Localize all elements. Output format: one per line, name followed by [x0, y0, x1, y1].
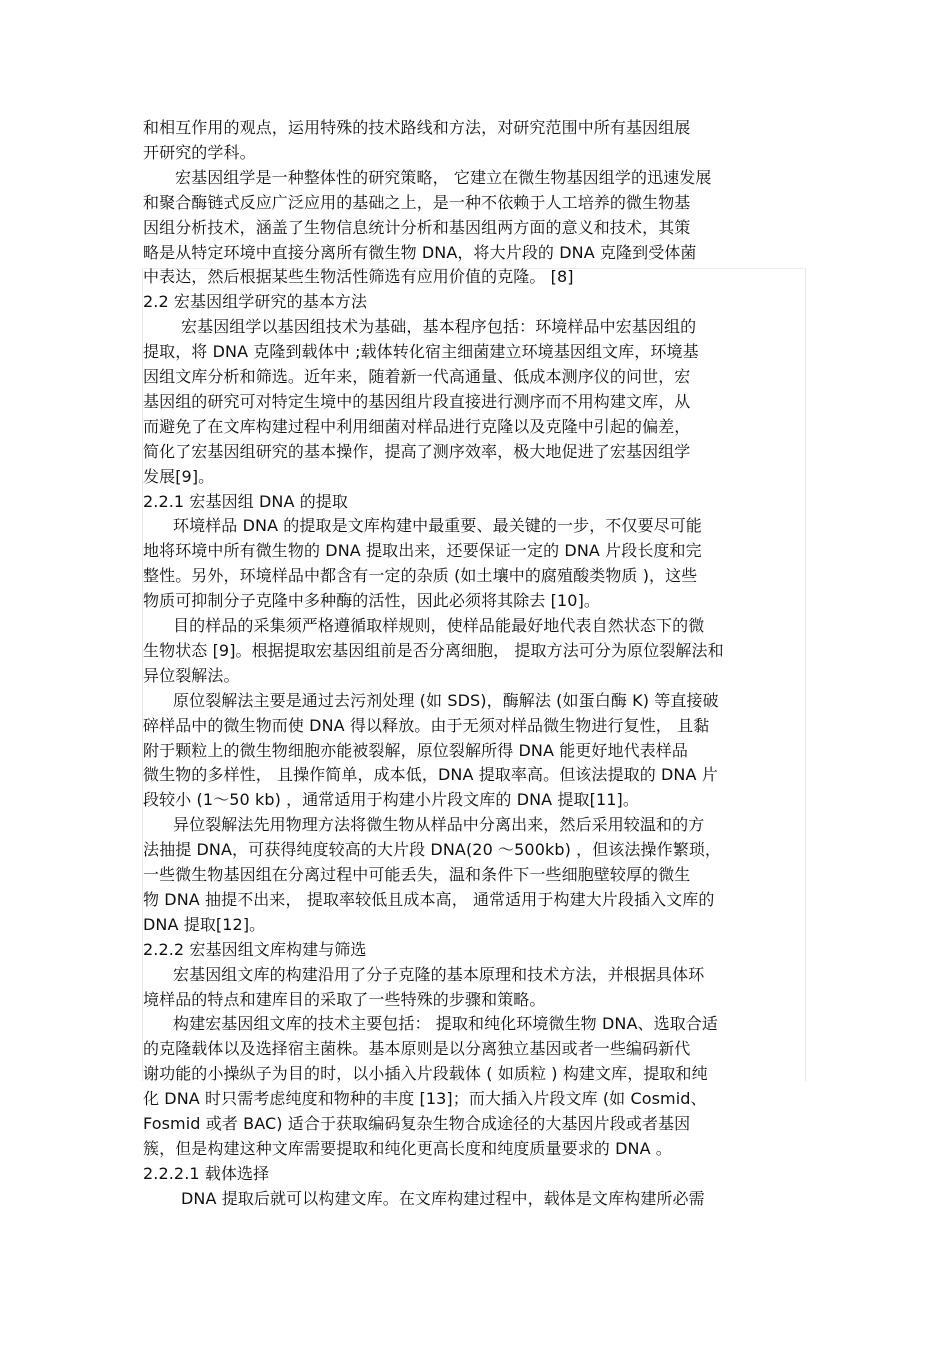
section-heading	[143, 490, 805, 514]
text-line	[143, 216, 805, 240]
text-line	[143, 988, 805, 1012]
line-text: 构建宏基因组文库的技术主要包括： 提取和纯化环境微生物 DNA、选取合适	[173, 1014, 719, 1034]
line-text: 中表达，然后根据某些生物活性筛选有应用价值的克隆。 [8]	[143, 267, 574, 287]
line-text: 碎样品中的微生物而使 DNA 得以释放。由于无须对样品微生物进行复性， 且黏	[143, 715, 710, 735]
text-line	[143, 963, 835, 987]
text-line	[143, 863, 805, 887]
line-text: 原位裂解法主要是通过去污剂处理 (如 SDS)，酶解法 (如蛋白酶 K) 等直接破	[173, 690, 719, 710]
text-line	[143, 614, 835, 638]
text-line	[143, 739, 805, 763]
section-heading	[143, 938, 805, 962]
text-line	[143, 191, 805, 215]
section-heading	[143, 290, 805, 314]
text-line	[143, 664, 805, 688]
line-text: DNA 提取[12]。	[143, 914, 266, 934]
text-line	[143, 589, 805, 613]
line-text: 和相互作用的观点，运用特殊的技术路线和方法，对研究范围中所有基因组展	[143, 118, 691, 137]
text-line	[143, 564, 805, 588]
line-text: 生物状态 [9]。根据提取宏基因组前是否分离细胞， 提取方法可分为原位裂解法和	[143, 640, 724, 660]
line-text: 2.2 宏基因组学研究的基本方法	[143, 292, 368, 312]
line-text: 物 DNA 抽提不出来， 提取率较低且成本高， 通常适用于构建大片段插入文库的	[143, 889, 715, 909]
text-line	[143, 514, 835, 538]
text-line	[143, 714, 805, 738]
text-line	[143, 1012, 835, 1036]
line-text: 基因组的研究可对特定生境中的基因组片段直接进行测序而不用构建文库，从	[143, 391, 691, 411]
line-text: 段较小 (1～50 kb) ，通常适用于构建小片段文库的 DNA 提取[11]。	[143, 790, 639, 810]
line-text: 环境样品 DNA 的提取是文库构建中最重要、最关键的一步，不仅要尽可能	[173, 516, 702, 536]
text-line	[143, 539, 805, 563]
line-text: 异位裂解法先用物理方法将微生物从样品中分离出来，然后采用较温和的方	[173, 815, 705, 835]
text-line	[143, 315, 843, 339]
text-line	[143, 1087, 805, 1111]
line-text: 法抽提 DNA，可获得纯度较高的大片段 DNA(20 ～500kb) ，但该法操作繁琐，	[143, 840, 722, 860]
line-text: 异位裂解法。	[143, 665, 240, 685]
text-line	[143, 1037, 805, 1061]
text-line	[143, 689, 835, 713]
text-line	[143, 166, 837, 190]
text-line	[143, 763, 805, 787]
line-text: 2.2.2 宏基因组文库构建与筛选	[143, 939, 367, 959]
line-text: 地将环境中所有微生物的 DNA 提取出来，还要保证一定的 DNA 片段长度和完	[143, 541, 702, 561]
text-line	[143, 415, 805, 439]
line-text: 发展[9]。	[143, 466, 215, 486]
line-text: 2.2.1 宏基因组 DNA 的提取	[143, 491, 349, 511]
line-text: 整性。另外，环境样品中都含有一定的杂质 (如土壤中的腐殖酸类物质 )，这些	[143, 566, 698, 586]
text-line	[143, 116, 805, 140]
line-text: 宏基因组学是一种整体性的研究策略， 它建立在微生物基因组学的迅速发展	[175, 167, 712, 187]
line-text: 附于颗粒上的微生物细胞亦能被裂解，原位裂解所得 DNA 能更好地代表样品	[143, 740, 689, 760]
line-text: 而避免了在文库构建过程中利用细菌对样品进行克隆以及克隆中引起的偏差，	[143, 416, 691, 436]
section-heading	[143, 1162, 805, 1186]
line-text: 化 DNA 时只需考虑纯度和物种的丰度 [13]；而大插入片段文库 (如 Cosmid、	[143, 1089, 707, 1109]
text-line	[143, 390, 805, 414]
line-text: 宏基因组文库的构建沿用了分子克隆的基本原理和技术方法，并根据具体环	[173, 964, 705, 984]
text-line	[143, 340, 805, 364]
text-line	[143, 888, 805, 912]
line-text: 和聚合酶链式反应广泛应用的基础之上，是一种不依赖于人工培养的微生物基	[143, 192, 691, 212]
line-text: 簇，但是构建这种文库需要提取和纯化更高长度和纯度质量要求的 DNA 。	[143, 1138, 672, 1158]
line-text: 境样品的特点和建库目的采取了一些特殊的步骤和策略。	[143, 989, 546, 1009]
line-text: 因组分析技术，涵盖了生物信息统计分析和基因组两方面的意义和技术，其策	[143, 217, 691, 237]
text-line	[143, 913, 805, 937]
line-text: 的克隆载体以及选择宿主菌株。基本原则是以分离独立基因或者一些编码新代	[143, 1039, 691, 1059]
line-text: 目的样品的采集须严格遵循取样规则，使样品能最好地代表自然状态下的微	[173, 616, 705, 635]
text-line	[143, 639, 805, 663]
line-text: DNA 提取后就可以构建文库。在文库构建过程中，载体是文库构建所必需	[181, 1188, 705, 1208]
text-line	[143, 465, 805, 489]
line-text: 微生物的多样性， 且操作简单，成本低，DNA 提取率高。但该法提取的 DNA 片	[143, 765, 718, 785]
text-line	[143, 813, 835, 837]
line-text: 因组文库分析和筛选。近年来，随着新一代高通量、低成本测序仪的问世，宏	[143, 367, 691, 386]
text-line	[143, 265, 805, 289]
line-text: 一些微生物基因组在分离过程中可能丢失，温和条件下一些细胞壁较厚的微生	[143, 865, 691, 884]
line-text: 物质可抑制分子克隆中多种酶的活性，因此必须将其除去 [10]。	[143, 591, 601, 611]
line-text: 开研究的学科。	[143, 142, 256, 162]
text-line	[143, 1112, 805, 1136]
text-line	[143, 241, 805, 265]
text-line	[143, 1137, 805, 1161]
line-text: Fosmid 或者 BAC) 适合于获取编码复杂生物合成途径的大基因片段或者基因	[143, 1114, 691, 1133]
text-line	[143, 141, 805, 165]
line-text: 2.2.2.1 载体选择	[143, 1163, 270, 1183]
line-text: 略是从特定环境中直接分离所有微生物 DNA，将大片段的 DNA 克隆到受体菌	[143, 242, 697, 262]
text-line	[143, 788, 805, 812]
text-line	[143, 838, 805, 862]
text-line	[143, 1187, 843, 1211]
line-text: 宏基因组学以基因组技术为基础，基本程序包括：环境样品中宏基因组的	[181, 317, 697, 337]
text-line	[143, 1062, 805, 1086]
line-text: 谢功能的小操纵子为目的时，以小插入片段载体 ( 如质粒 ) 构建文库，提取和纯	[143, 1064, 708, 1084]
line-text: 提取，将 DNA 克隆到载体中 ;载体转化宿主细菌建立环境基因组文库，环境基	[143, 342, 699, 362]
text-line	[143, 365, 805, 389]
line-text: 简化了宏基因组研究的基本操作，提高了测序效率，极大地促进了宏基因组学	[143, 441, 691, 461]
text-line	[143, 440, 805, 464]
